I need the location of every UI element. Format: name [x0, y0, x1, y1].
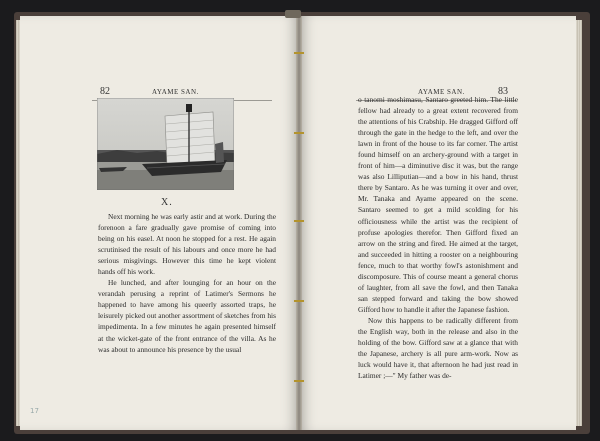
junk-boat-image	[97, 98, 234, 190]
corner-mark: 17	[30, 407, 39, 415]
left-page-body	[98, 211, 276, 355]
binding-stitch	[294, 380, 304, 382]
book-gutter	[296, 16, 302, 430]
binding-stitch	[294, 300, 304, 302]
binding-stitch	[294, 132, 304, 134]
binding-clip	[285, 10, 301, 18]
running-head-left: AYAME SAN.	[152, 88, 199, 96]
running-head-right: AYAME SAN.	[418, 88, 465, 96]
page-number-right: 83	[498, 86, 508, 97]
left-page	[20, 16, 298, 430]
chapter-heading: X.	[161, 197, 173, 208]
binding-stitch	[294, 52, 304, 54]
right-page	[300, 16, 576, 430]
sailboat-photo	[97, 98, 234, 190]
page-number-left: 82	[100, 86, 110, 97]
paragraph: Next morning he was early astir and at work. During the forenoon a fare gradually gave promise of coming into being on his easel. At noon he stopped for a rest. He again scrutinised the result of his labours and once more he had serious misgivings. However this time he kept violent hands off his work.	[98, 212, 276, 277]
right-page-body	[358, 94, 518, 381]
paragraph: He lunched, and after lounging for an hour on the verandah perusing a reprint of Latimer's Sermons he happened to have among his queerly assorted traps, he leisurely picked out another assortment of sketches from his impedimenta. In a few minutes he again presented himself at the wicket-gate of the front entrance of the villa. As he was about to announce his presence by the usual	[98, 278, 276, 354]
page-edges-right	[576, 20, 582, 426]
paragraph: o tanomi moshimasu, Santaro greeted him. The little fellow had already to a great extent recovered from the attentions of his Crabship. He dragged Gifford off through the gate in the hedge to the left, and over the lawn in front of the house to its far corner. The artist found himself on an archery-ground with a target in front of him—a diminutive disc it was, but the range was also Lilliputian—and a bow in his hand, thrust there by Santaro. As he was turning it over and over, Mr. Tanaka and Ayame appeared on the scene. Santaro seemed to get a mild scolding for his officiousness while the artist was the recipient of profuse apologies therefor. Then Gifford fixed an arrow on the string and fired. He aimed at the target, and succeeded in hitting a rooster on a neighbouring fence, much to that worthy fowl's astonishment and discomposure. This of course meant a general chorus of laughter, from all save the fowl, and then Tanaka san stepped forward and taking the bow showed Gifford how to handle it after the Japanese fashion.	[358, 95, 518, 314]
binding-stitch	[294, 220, 304, 222]
paragraph: Now this happens to be radically different from the English way, both in the release and also in the holding of the bow. Gifford saw at a glance that with the Japanese, archery is all pure arm-work. Now as luck would have it, that afternoon he had just read in Latimer ;—" My father was de-	[358, 315, 518, 381]
